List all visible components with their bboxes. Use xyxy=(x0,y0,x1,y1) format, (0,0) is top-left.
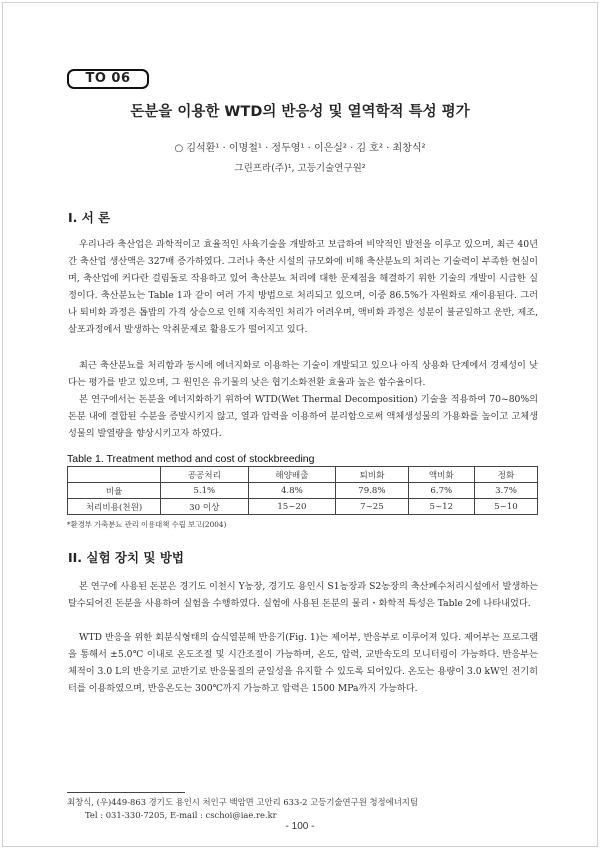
table-cell: 4.8% xyxy=(248,483,336,499)
methods-paragraph: WTD 반응을 위한 회분식형태의 습식열분해 반응기(Fig. 1)는 제어부, 반응부로 이루어져 있다. 제어부는 프로그램을 통해서 ±5.0℃ 이내로 온도조절 및 시간조절이 가능하며, 온도, 압력, 교반속도의 모니터링이 가능하다. 반응부는 체적이 3.0 L의 반응기로 교반기로 반응물질의 균일성을 유지할 수 있도록 되어있다. 온도는 용량이 3.0 kW인 전기히터를 이용하였으며, 반응온도는 300℃까지 가능하고 압력은 1500 MPa까지 가능하다. xyxy=(68,632,538,694)
table-cell: 3.7% xyxy=(474,483,537,499)
table-source-note: *환경부 가축분뇨 관리 이용대책 수립 보고(2004) xyxy=(67,520,227,529)
table-cell: 비율 xyxy=(68,483,161,499)
table-cell: 15~20 xyxy=(248,499,336,515)
author-list: ○ 김석환¹ · 이명철¹ · 정두영¹ · 이은실² · 김 호² · 최창식² xyxy=(174,143,426,154)
intro-paragraph: 우리나라 축산업은 과학적이고 효율적인 사육기술을 개발하고 보급하여 비약적인 발전을 이루고 있으며, 최근 40년간 축산업 생산액은 327배 증가하였다. 그러나 축산 시설의 규모화에 비해 축산분뇨의 처리는 기술력이 부족한 현실이며, 축산업에 커다란 걸림돌로 작용하고 있어 축산분뇨 처리에 대한 문제점을 해결하기 위한 기술의 개발이 시급한 실정이다. 축산분뇨는 Table 1과 같이 여러 가지 방법으로 처리되고 있으며, 이중 86.5%가 자원화로 재이용된다. 그러나 퇴비화 과정은 톱밥의 가격 상승으로 인해 지속적인 처리가 어려우며, 액비화 과정은 성분이 불균일하고 운반, 제조, 살포과정에서 발생하는 악취문제로 활용도가 떨어지고 있다. xyxy=(68,239,538,335)
table-cell: 7~25 xyxy=(336,499,408,515)
footnote-divider xyxy=(67,792,185,793)
section-heading-methods: II. 실험 장치 및 방법 xyxy=(68,550,184,565)
table-cell: 5~10 xyxy=(474,499,537,515)
section-heading-introduction: I. 서 론 xyxy=(68,210,111,225)
table-cell: 처리비용(천원) xyxy=(68,499,161,515)
table-header-cell: 공공처리 xyxy=(161,467,249,483)
table-cell: 5.1% xyxy=(161,483,249,499)
table-header-cell: 액비화 xyxy=(408,467,474,483)
table-header-row xyxy=(68,467,538,483)
table-row xyxy=(68,483,538,499)
table-cell: 30 이상 xyxy=(161,499,249,515)
affiliation: 그린프라(주)¹, 고등기술연구원² xyxy=(234,163,366,174)
table-header-cell: 정화 xyxy=(474,467,537,483)
footnote-contact: Tel : 031-330-7205, E-mail : cschoi@iae.re.kr xyxy=(85,810,277,820)
page-number: - 100 - xyxy=(285,821,315,832)
footnote-address: 최창식, (우)449-863 경기도 용인시 처인구 백암면 고안리 633-2 고등기술연구원 청정에너지팀 xyxy=(67,797,418,807)
paper-title: 돈분을 이용한 WTD의 반응성 및 열역학적 특성 평가 xyxy=(130,104,470,120)
session-tag: TO 06 xyxy=(67,69,149,89)
table-row xyxy=(68,499,538,515)
table-header-cell: 해양배출 xyxy=(248,467,336,483)
table-cell: 79.8% xyxy=(336,483,408,499)
corresponding-author-footnote xyxy=(67,796,418,822)
treatment-cost-table xyxy=(67,466,538,515)
table-cell: 5~12 xyxy=(408,499,474,515)
table-header-cell xyxy=(68,467,161,483)
intro-paragraph: 최근 축산분뇨를 처리함과 동시에 에너지화로 이용하는 기술이 개발되고 있으나 아직 상용화 단계에서 경제성이 낮다는 평가를 받고 있으며, 그 원인은 유기물의 낮은 협기소화전환 효율과 높은 함수율이다. xyxy=(68,360,538,388)
table-caption: Table 1. Treatment method and cost of stockbreeding xyxy=(67,453,315,465)
methods-paragraph: 본 연구에 사용된 돈분은 경기도 이천시 Y농장, 경기도 용인시 S1농장과 S2농장의 축산폐수처리시설에서 발생하는 탈수되어진 돈분을 사용하여 실험을 수행하였다. 실험에 사용된 돈분의 물리・화학적 특성은 Table 2에 나타내었다. xyxy=(68,581,538,609)
table-cell: 6.7% xyxy=(408,483,474,499)
intro-paragraph: 본 연구에서는 돈분을 에너지화하기 위하여 WTD(Wet Thermal Decomposition) 기술을 적용하여 70~80%의 돈분 내에 결합된 수분을 증발시키지 않고, 열과 압력을 이용하여 분리함으로써 액체생성물의 가용화를 높이고 고체생성물의 발열량을 향상시키고자 하였다. xyxy=(68,394,538,439)
table-header-cell: 퇴비화 xyxy=(336,467,408,483)
